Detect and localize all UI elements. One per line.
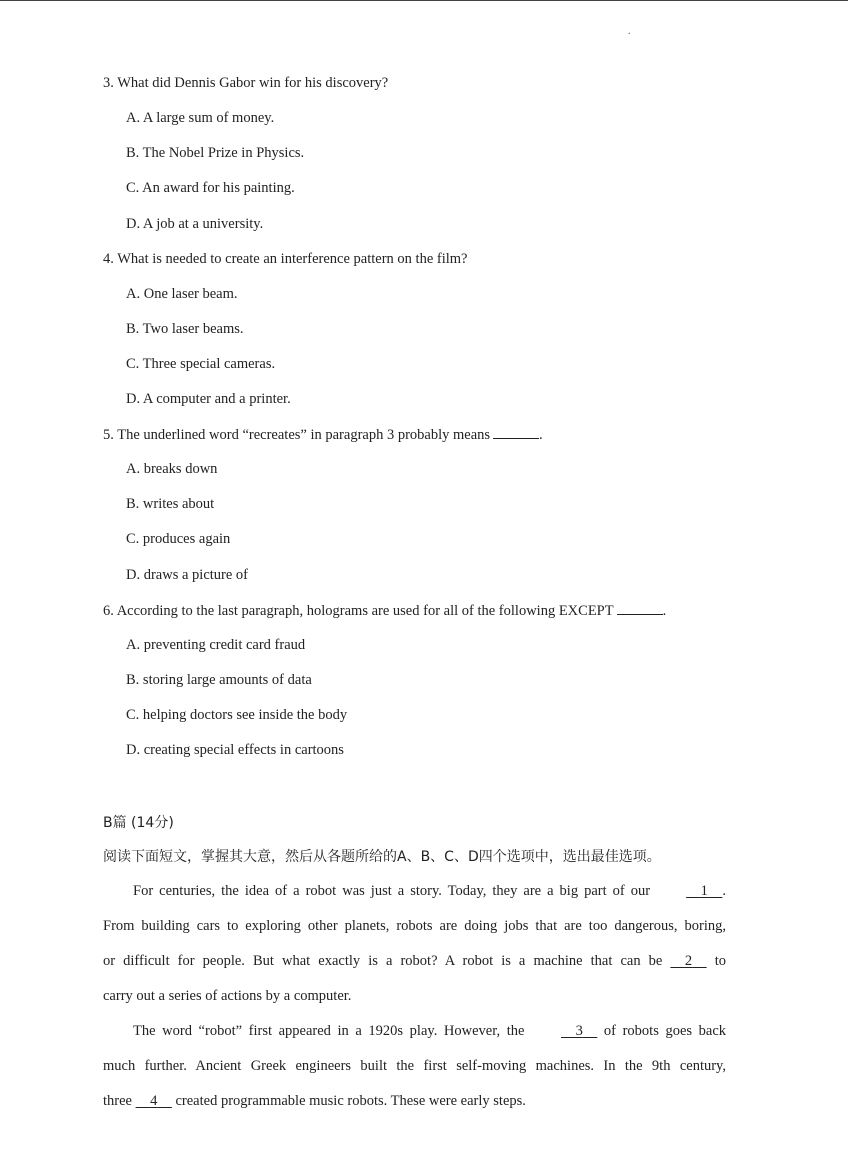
passage-line: three 4 created programmable music robots. These were early steps. — [103, 1093, 526, 1109]
question-4-option-d: D. A computer and a printer. — [126, 391, 291, 407]
question-6-option-d: D. creating special effects in cartoons — [126, 742, 344, 758]
answer-blank — [617, 602, 663, 615]
passage-line: much further. Ancient Greek engineers built the first self-moving machines. In the 9th century, — [103, 1058, 726, 1074]
question-6-option-a: A. preventing credit card fraud — [126, 637, 306, 653]
gap-4: 4 — [150, 1093, 158, 1109]
gap-2: 2 — [684, 953, 693, 969]
question-4-stem: 4. What is needed to create an interference pattern on the film? — [103, 251, 468, 267]
question-6-stem: 6. According to the last paragraph, holograms are used for all of the following EXCEPT — [103, 603, 614, 619]
question-4-option-b: B. Two laser beams. — [126, 321, 244, 337]
question-6-option-b: B. storing large amounts of data — [126, 672, 312, 688]
passage-line: From building cars to exploring other planets, robots are doing jobs that are too dangerous, boring, — [103, 918, 726, 934]
passage-line: carry out a series of actions by a computer. — [103, 988, 352, 1004]
question-4-option-c: C. Three special cameras. — [126, 356, 276, 372]
passage-line: The word “robot” first appeared in a 1920s play. However, the 3 of robots goes back — [133, 1023, 727, 1039]
header-mark: . — [628, 26, 631, 37]
question-3-option-d: D. A job at a university. — [126, 216, 264, 232]
question-5-stem: 5. The underlined word “recreates” in paragraph 3 probably means — [103, 427, 491, 443]
question-6-option-c: C. helping doctors see inside the body — [126, 707, 348, 723]
passage-line: For centuries, the idea of a robot was just a story. Today, they are a big part of our 1 . — [133, 883, 727, 899]
question-3-option-b: B. The Nobel Prize in Physics. — [126, 145, 305, 161]
page-top-border — [0, 0, 848, 1]
gap-1: 1 — [700, 883, 708, 899]
question-5-option-a: A. breaks down — [126, 461, 218, 477]
question-5-option-d: D. draws a picture of — [126, 567, 248, 583]
section-b-instruction: 阅读下面短文，掌握其大意，然后从各题所给的A、B、C、D四个选项中，选出最佳选项。 — [103, 849, 661, 865]
question-6: 6. According to the last paragraph, holograms are used for all of the following EXCEPT . — [103, 603, 667, 619]
question-3-option-c: C. An award for his painting. — [126, 180, 295, 196]
question-3-option-a: A. A large sum of money. — [126, 110, 275, 126]
gap-3: 3 — [575, 1023, 583, 1039]
answer-blank — [493, 426, 539, 439]
question-5: 5. The underlined word “recreates” in paragraph 3 probably means . — [103, 427, 543, 443]
question-5-option-b: B. writes about — [126, 496, 215, 512]
passage-line: or difficult for people. But what exactly is a robot? A robot is a machine that can be 2 to — [103, 953, 727, 969]
question-5-option-c: C. produces again — [126, 531, 231, 547]
question-4-option-a: A. One laser beam. — [126, 286, 238, 302]
question-3-stem: 3. What did Dennis Gabor win for his discovery? — [103, 75, 389, 91]
section-b-title: B篇 (14分) — [103, 815, 174, 831]
